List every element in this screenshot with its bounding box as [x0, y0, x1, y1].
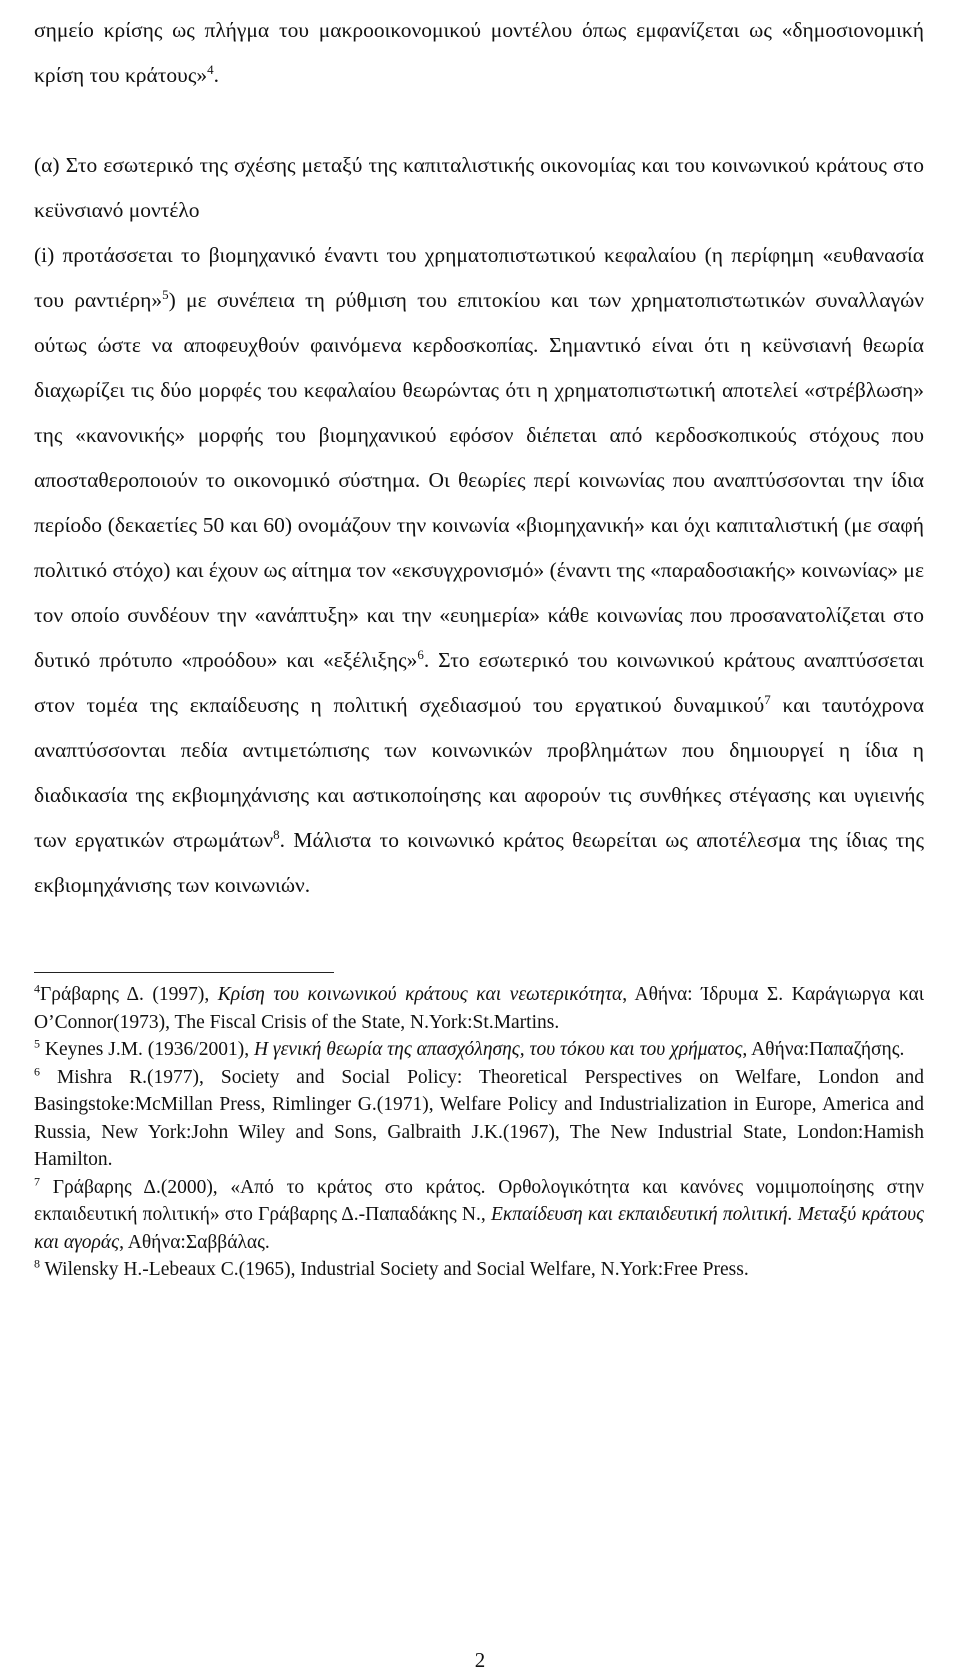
footnote-6	[34, 1064, 924, 1174]
footnote-5	[34, 1036, 924, 1064]
footnote-6-number: 6	[34, 1064, 40, 1078]
footnote-4-title: Κρίση του κοινωνικού κράτους και νεωτερικότητα	[217, 984, 623, 1005]
paragraph-gap	[34, 98, 924, 143]
footnote-5-text-a: Keynes J.M. (1936/2001),	[40, 1039, 254, 1060]
paragraph-a-text-6: . Μάλιστα το κοινωνικό κράτος θεωρείται ως αποτέλεσμα της ίδιας της εκβιομηχάνισης των κοινωνιών.	[34, 828, 924, 897]
footnote-ref-4[interactable]: 4	[207, 61, 214, 77]
intro-paragraph	[34, 8, 924, 98]
footnote-5-title: Η γενική θεωρία της απασχόλησης, του τόκου και του χρήματος	[253, 1039, 743, 1060]
footnote-7-title: Εκπαίδευση και εκπαιδευτική πολιτική. Μεταξύ κράτους και αγοράς	[34, 1204, 924, 1253]
paragraph-a-text-5: και ταυτόχρονα αναπτύσσονται πεδία αντιμετώπισης των κοινωνικών προβλημάτων που δημιουργεί η ίδια η διαδικασία της εκβιομηχάνισης και αστικοποίησης και αφορούν τις συνθήκες στέγασης και υγιεινής των εργατικών στρωμάτων	[34, 693, 924, 852]
intro-text: σημείο κρίσης ως πλήγμα του μακροοικονομικού μοντέλου όπως εμφανίζεται ως «δημοσιονομική κρίση του κράτους»	[34, 18, 924, 87]
paragraph-a-heading	[34, 143, 924, 233]
footnote-7-number: 7	[34, 1174, 40, 1188]
paragraph-a-text-1: (α) Στο εσωτερικό της σχέσης μεταξύ της καπιταλιστικής οικονομίας και του κοινωνικού κράτους στο κεϋνσιανό μοντέλο	[34, 153, 924, 222]
paragraph-a-text-2: (i) προτάσσεται το βιομηχανικό έναντι του χρηματοπιστωτικού κεφαλαίου (η περίφημη «ευθανασία του ραντιέρη»	[34, 243, 924, 312]
footnote-ref-6[interactable]: 6	[417, 646, 424, 662]
page-number: 2	[474, 1648, 486, 1672]
intro-end: .	[213, 63, 219, 87]
footnote-4	[34, 981, 924, 1036]
footnote-separator	[34, 972, 334, 973]
footnote-7	[34, 1174, 924, 1257]
footnote-5-text-b: , Αθήνα:Παπαζήσης.	[742, 1039, 905, 1060]
paragraph-a-text-4: . Στο εσωτερικό του κοινωνικού κράτους αναπτύσσεται στον τομέα της εκπαίδευσης η πολιτική σχεδιασμού του εργατικού δυναμικού	[34, 648, 924, 717]
footnote-ref-8[interactable]: 8	[273, 826, 280, 842]
document-page	[34, 8, 924, 1284]
footnote-4-text-b: , Αθήνα: Ίδρυμα Σ. Καράγιωργα και O’Connor(1973), The Fiscal Crisis of the State, N.York:St.Martins.	[34, 984, 924, 1033]
paragraph-a-text-3: ) με συνέπεια τη ρύθμιση του επιτοκίου και των χρηματοπιστωτικών συναλλαγών ούτως ώστε να αποφευχθούν φαινόμενα κερδοσκοπίας. Σημαντικό είναι ότι η κεϋνσιανή θεωρία διαχωρίζει τις δύο μορφές του κεφαλαίου θεωρώντας ότι η χρηματοπιστωτική αποτελεί «στρέβλωση» της «κανονικής» μορφής του βιομηχανικού εφόσον διέπεται από κερδοσκοπικούς στόχους που αποσταθεροποιούν το οικονομικό σύστημα. Οι θεωρίες περί κοινωνίας που αναπτύσσονται την ίδια περίοδο (δεκαετίες 50 και 60) ονομάζουν την κοινωνία «βιομηχανική» και όχι καπιταλιστική (με σαφή πολιτικό στόχο) και έχουν ως αίτημα τον «εκσυγχρονισμό» (έναντι της «παραδοσιακής» κοινωνίας» με τον οποίο συνδέουν την «ανάπτυξη» και την «ευημερία» κάθε κοινωνίας που προσανατολίζεται στο δυτικό πρότυπο «προόδου» και «εξέλιξης»	[34, 288, 924, 672]
footnote-5-number: 5	[34, 1036, 40, 1051]
footnote-6-text: Mishra R.(1977), Society and Social Policy: Theoretical Perspectives on Welfare, London and Basingstoke:McMillan Press, Rimlinger G.(1971), Welfare Policy and Industrialization in Europe, America and Russia, New York:John Wiley and Sons, Galbraith J.K.(1967), The New Industrial State, London:Hamish Hamilton.	[34, 1066, 924, 1170]
footnote-4-text-a: Γράβαρης Δ. (1997),	[40, 984, 218, 1005]
footnote-ref-5[interactable]: 5	[162, 286, 169, 302]
footnote-7-text-a: Γράβαρης Δ.(2000), «Από το κράτος στο κράτος. Ορθολογικότητα και κανόνες νομιμοποίησης στην εκπαιδευτική πολιτική» στο Γράβαρης Δ.-Παπαδάκης Ν.,	[34, 1176, 924, 1225]
footnote-ref-7[interactable]: 7	[764, 691, 771, 707]
footnote-7-text-b: , Αθήνα:Σαββάλας.	[119, 1231, 270, 1253]
footnote-4-number: 4	[34, 981, 40, 996]
footnote-8	[34, 1256, 924, 1284]
footnote-8-text: Wilensky H.-Lebeaux C.(1965), Industrial Society and Social Welfare, N.York:Free Press.	[40, 1259, 749, 1280]
paragraph-a-body	[34, 233, 924, 908]
footnote-8-number: 8	[34, 1256, 40, 1271]
